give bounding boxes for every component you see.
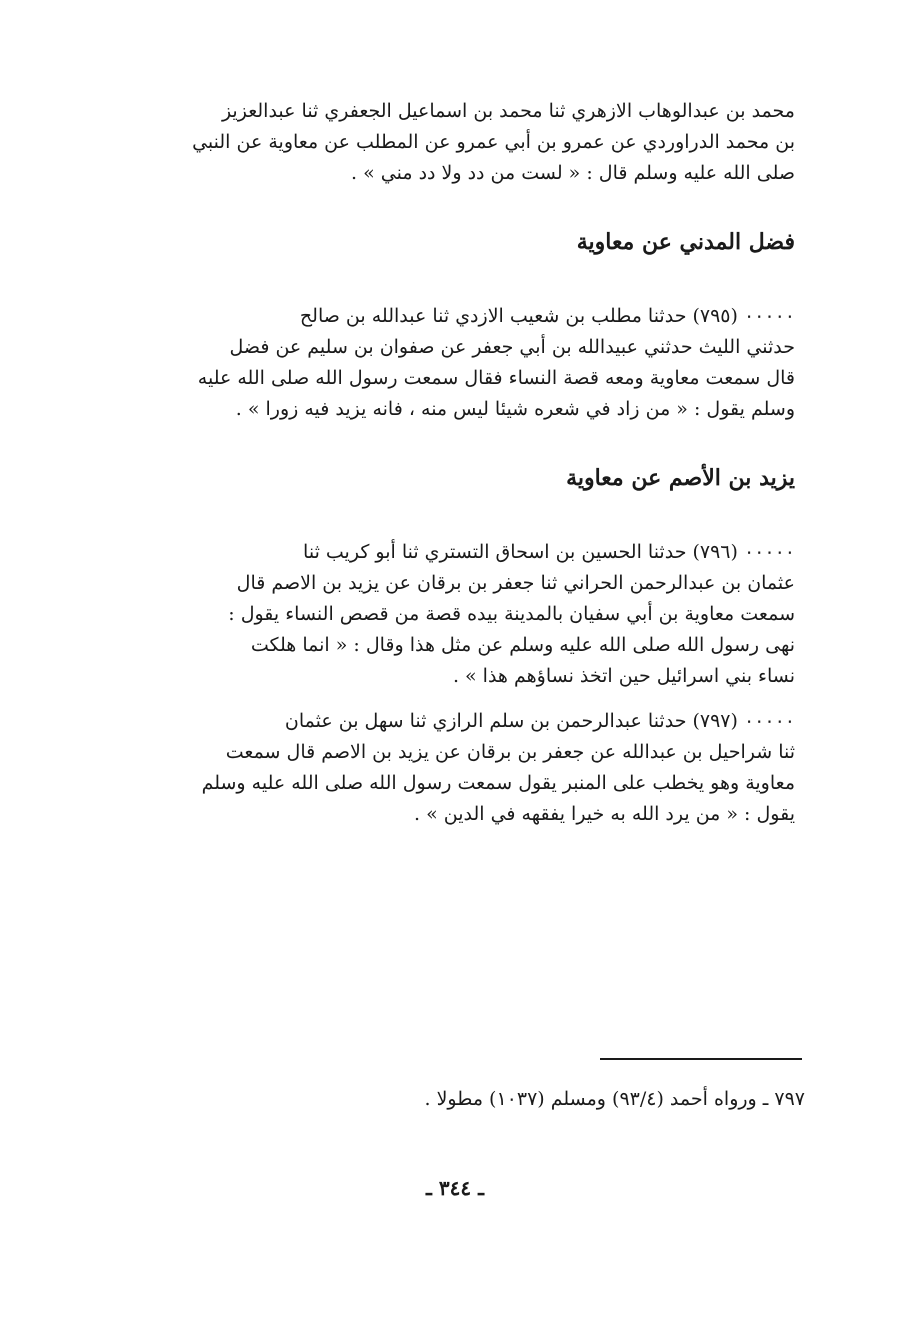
text-line: معاوية وهو يخطب على المنبر يقول سمعت رسول الله صلى الله عليه وسلم <box>201 772 795 794</box>
text-line: بن محمد الدراوردي عن عمرو بن أبي عمرو عن المطلب عن معاوية عن النبي <box>192 131 795 153</box>
section-heading-1: فضل المدني عن معاوية <box>576 229 795 255</box>
text-line: ٠٠٠٠٠ (٧٩٦) حدثنا الحسين بن اسحاق التستري ثنا أبو كريب ثنا <box>303 541 795 563</box>
paragraph-hadith-797 <box>95 706 795 830</box>
paragraph-chain-top <box>95 96 795 189</box>
text-line: وسلم يقول : « من زاد في شعره شيئا ليس منه ، فانه يزيد فيه زورا » . <box>235 398 795 420</box>
text-line: ثنا شراحيل بن عبدالله عن جعفر بن برقان عن يزيد بن الاصم قال سمعت <box>225 741 795 763</box>
text-line: محمد بن عبدالوهاب الازهري ثنا محمد بن اسماعيل الجعفري ثنا عبدالعزيز <box>221 100 795 122</box>
text-line: عثمان بن عبدالرحمن الحراني ثنا جعفر بن برقان عن يزيد بن الاصم قال <box>236 572 795 594</box>
footnote-divider <box>600 1058 802 1060</box>
text-line: حدثني الليث حدثني عبيدالله بن أبي جعفر عن صفوان بن سليم عن فضل <box>229 336 795 358</box>
page-number: ـ ٣٤٤ ـ <box>426 1176 484 1200</box>
paragraph-hadith-796 <box>95 537 795 692</box>
page-body <box>95 96 795 830</box>
footnote: ٧٩٧ ـ ورواه أحمد (٩٣/٤) ومسلم (١٠٣٧) مطولا . <box>424 1088 805 1110</box>
text-line: ٠٠٠٠٠ (٧٩٥) حدثنا مطلب بن شعيب الازدي ثنا عبدالله بن صالح <box>299 305 795 327</box>
text-line: سمعت معاوية بن أبي سفيان بالمدينة بيده قصة من قصص النساء يقول : <box>228 603 795 625</box>
section-heading-2: يزيد بن الأصم عن معاوية <box>566 465 795 491</box>
text-line: نساء بني اسرائيل حين اتخذ نساؤهم هذا » . <box>452 665 795 687</box>
text-line: نهى رسول الله صلى الله عليه وسلم عن مثل هذا وقال : « انما هلكت <box>250 634 795 656</box>
text-line: يقول : « من يرد الله به خيرا يفقهه في الدين » . <box>414 803 795 825</box>
text-line: قال سمعت معاوية ومعه قصة النساء فقال سمعت رسول الله صلى الله عليه <box>197 367 795 389</box>
text-line: ٠٠٠٠٠ (٧٩٧) حدثنا عبدالرحمن بن سلم الرازي ثنا سهل بن عثمان <box>284 710 795 732</box>
paragraph-hadith-795 <box>95 301 795 425</box>
text-line: صلى الله عليه وسلم قال : « لست من دد ولا دد مني » . <box>351 162 795 184</box>
